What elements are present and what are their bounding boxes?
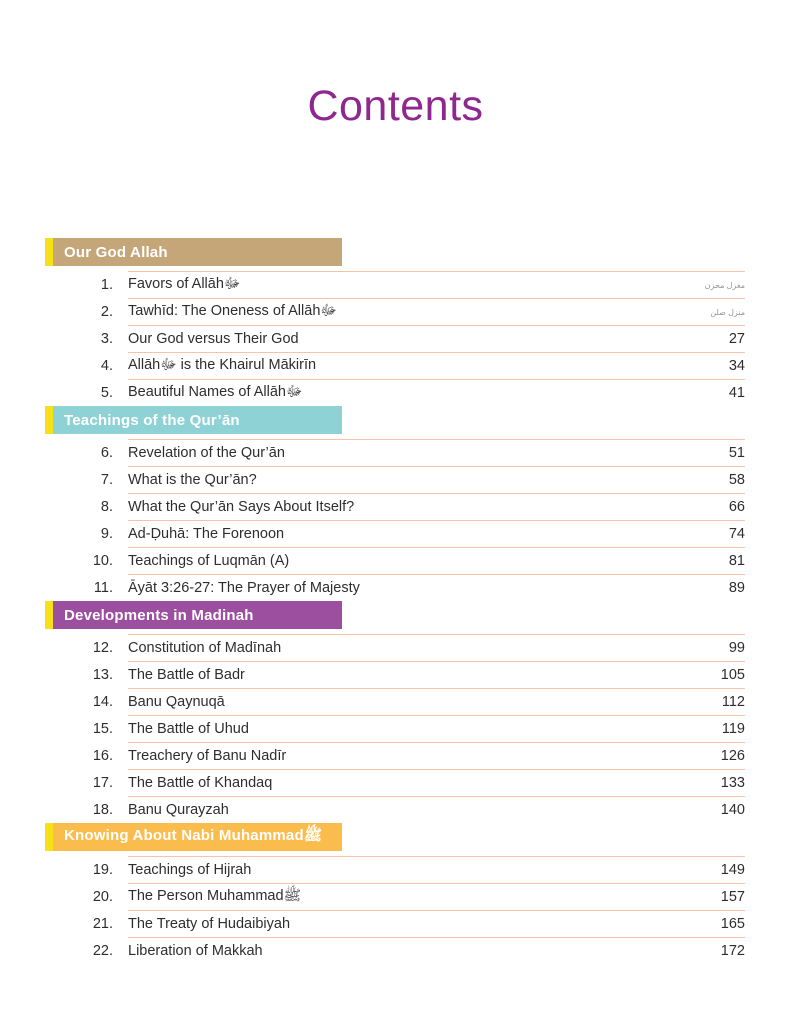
chapter-number: 9. xyxy=(100,525,113,542)
page-number: 119 xyxy=(721,721,745,738)
toc-row-line xyxy=(128,688,745,715)
section-accent-bar xyxy=(45,238,53,266)
chapter-title: The Treaty of Hudaibiyah xyxy=(128,916,291,933)
chapter-title: The Battle of Badr xyxy=(128,667,245,684)
toc-row-line xyxy=(128,661,745,688)
page-number: 41 xyxy=(728,385,745,402)
toc-row-line xyxy=(128,466,745,493)
page-number: 74 xyxy=(728,526,745,543)
section-label: Our God Allah xyxy=(53,238,342,266)
chapter-number: 10. xyxy=(92,552,113,569)
toc-row xyxy=(75,856,745,883)
chapter-title: Ad-Ḍuhā: The Forenoon xyxy=(128,526,285,543)
chapter-number: 17. xyxy=(92,774,113,791)
section-accent-bar xyxy=(45,601,53,629)
section-header xyxy=(45,601,342,629)
chapter-number: 18. xyxy=(92,801,113,818)
chapter-title: The Battle of Khandaq xyxy=(128,775,273,792)
chapter-number: 20. xyxy=(92,888,113,905)
page-number: 157 xyxy=(720,889,745,906)
section-label: Knowing About Nabi Muhammadﷺ xyxy=(53,823,342,851)
toc-row xyxy=(75,547,745,574)
chapter-title: Liberation of Makkah xyxy=(128,943,263,960)
page-number: 133 xyxy=(720,775,745,792)
chapter-number: 13. xyxy=(92,666,113,683)
section-rows xyxy=(75,856,745,964)
toc-row xyxy=(75,715,745,742)
section-label: Developments in Madinah xyxy=(53,601,342,629)
toc-row-line xyxy=(128,379,745,406)
toc-row-line xyxy=(128,520,745,547)
toc-sections xyxy=(0,238,791,964)
toc-section xyxy=(0,406,791,601)
chapter-number: 14. xyxy=(92,693,113,710)
page-number: 27 xyxy=(728,331,745,348)
toc-row xyxy=(75,634,745,661)
page-number: 89 xyxy=(728,580,745,597)
toc-row-line xyxy=(128,742,745,769)
chapter-number: 15. xyxy=(92,720,113,737)
chapter-number: 3. xyxy=(100,330,113,347)
toc-row-line xyxy=(128,352,745,379)
page-number: 126 xyxy=(720,748,745,765)
section-rows xyxy=(75,439,745,601)
section-header xyxy=(45,823,342,851)
chapter-title: Revelation of the Qur’ān xyxy=(128,445,285,462)
chapter-number: 19. xyxy=(92,861,113,878)
toc-row xyxy=(75,769,745,796)
toc-row-line xyxy=(128,439,745,466)
chapter-title: Banu Qurayzah xyxy=(128,802,229,819)
chapter-title: What the Qur’ān Says About Itself? xyxy=(128,499,355,516)
page-number: 58 xyxy=(728,472,745,489)
toc-row xyxy=(75,520,745,547)
toc-row-line xyxy=(128,910,745,937)
chapter-number: 6. xyxy=(100,444,113,461)
toc-row-line xyxy=(128,325,745,352)
page-label-arabic: منزل صلن xyxy=(710,307,745,317)
toc-row-line xyxy=(128,856,745,883)
page-number: 99 xyxy=(728,640,745,657)
chapter-title: Constitution of Madīnah xyxy=(128,640,282,657)
chapter-number: 5. xyxy=(100,384,113,401)
chapter-title: Tawhīd: The Oneness of Allāhﷻ xyxy=(128,302,337,319)
page-label-arabic: مغزل محزن xyxy=(704,280,745,290)
page-number: 172 xyxy=(720,943,745,960)
chapter-title: Teachings of Hijrah xyxy=(128,862,252,879)
toc-row xyxy=(75,352,745,379)
chapter-number: 2. xyxy=(100,303,113,320)
page-number: 105 xyxy=(720,667,745,684)
chapter-number: 1. xyxy=(100,276,113,293)
toc-row-line xyxy=(128,493,745,520)
toc-row xyxy=(75,661,745,688)
toc-row xyxy=(75,379,745,406)
section-rows xyxy=(75,271,745,406)
chapter-number: 12. xyxy=(92,639,113,656)
page-number: 34 xyxy=(728,358,745,375)
chapter-title: The Person Muhammadﷺ xyxy=(128,887,302,904)
page-number: 51 xyxy=(728,445,745,462)
toc-section xyxy=(0,601,791,823)
chapter-title: Beautiful Names of Allāhﷻ xyxy=(128,383,303,400)
toc-row xyxy=(75,688,745,715)
toc-row-line xyxy=(128,634,745,661)
toc-row-line xyxy=(128,298,745,325)
chapter-number: 21. xyxy=(92,915,113,932)
section-header xyxy=(45,238,342,266)
chapter-title: What is the Qur’ān? xyxy=(128,472,257,489)
chapter-title: Teachings of Luqmān (A) xyxy=(128,553,290,570)
toc-row-line xyxy=(128,547,745,574)
chapter-number: 8. xyxy=(100,498,113,515)
chapter-number: 16. xyxy=(92,747,113,764)
chapter-title: Banu Qaynuqā xyxy=(128,694,225,711)
toc-row-line xyxy=(128,796,745,823)
chapter-title: Treachery of Banu Nadīr xyxy=(128,748,287,765)
toc-row xyxy=(75,466,745,493)
toc-section xyxy=(0,823,791,964)
section-rows xyxy=(75,634,745,823)
section-header xyxy=(45,406,342,434)
toc-row xyxy=(75,910,745,937)
toc-row-line xyxy=(128,574,745,601)
toc-row xyxy=(75,937,745,964)
chapter-title: Āyāt 3:26-27: The Prayer of Majesty xyxy=(128,580,360,597)
section-accent-bar xyxy=(45,823,53,851)
toc-row xyxy=(75,574,745,601)
toc-row xyxy=(75,796,745,823)
chapter-title: Allāhﷻ is the Khairul Mākirīn xyxy=(128,356,317,373)
toc-row-line xyxy=(128,769,745,796)
section-accent-bar xyxy=(45,406,53,434)
page-title: Contents xyxy=(307,82,484,130)
toc-row xyxy=(75,439,745,466)
toc-row xyxy=(75,298,745,325)
toc-row xyxy=(75,742,745,769)
section-label: Teachings of the Qur’ān xyxy=(53,406,342,434)
chapter-number: 11. xyxy=(93,579,113,596)
chapter-title: Our God versus Their God xyxy=(128,331,299,348)
chapter-title: The Battle of Uhud xyxy=(128,721,249,738)
toc-row xyxy=(75,883,745,910)
toc-section xyxy=(0,238,791,406)
chapter-title: Favors of Allāhﷻ xyxy=(128,275,241,292)
page-number: 165 xyxy=(720,916,745,933)
toc-row xyxy=(75,493,745,520)
toc-row-line xyxy=(128,715,745,742)
chapter-number: 4. xyxy=(100,357,113,374)
page-number: 81 xyxy=(728,553,745,570)
chapter-number: 7. xyxy=(100,471,113,488)
chapter-number: 22. xyxy=(92,942,113,959)
page-number: 112 xyxy=(721,694,745,711)
page-number: 66 xyxy=(728,499,745,516)
toc-row-line xyxy=(128,883,745,910)
page-number: 140 xyxy=(720,802,745,819)
toc-row xyxy=(75,325,745,352)
toc-row-line xyxy=(128,937,745,964)
toc-row-line xyxy=(128,271,745,298)
toc-row xyxy=(75,271,745,298)
page-number: 149 xyxy=(720,862,745,879)
